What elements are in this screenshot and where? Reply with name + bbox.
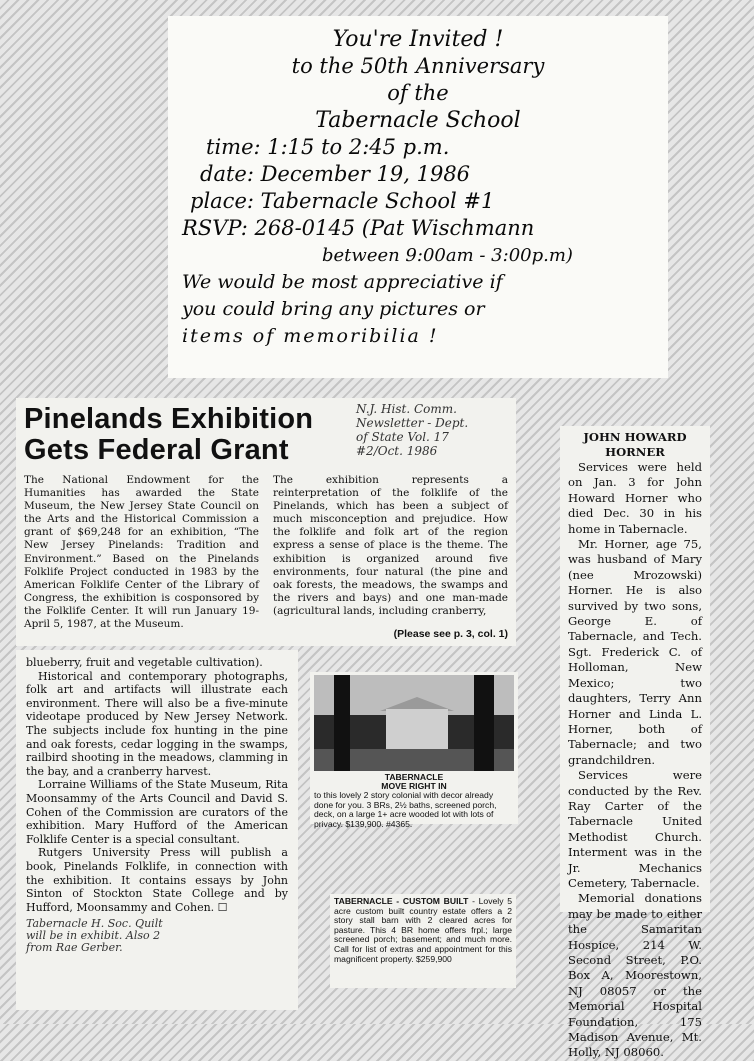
invite-place: place: Tabernacle School #1 (190, 189, 495, 213)
invite-school-name: Tabernacle School (315, 108, 521, 133)
obituary-clipping (560, 426, 710, 1060)
invite-request: you could bring any pictures or (182, 298, 485, 320)
article-columns (24, 474, 508, 631)
article-pinelands-grant (16, 398, 516, 646)
real-estate-ad-custom-built (330, 894, 516, 988)
article-paragraph: Lorraine Williams of the State Museum, Rita Moonsammy of the Arts Council and David S. Cohen of the Commission are curators of the exhibition. Mary Hufford of the American Folklife Center is a special consultant. (26, 778, 288, 846)
article-paragraph: blueberry, fruit and vegetable cultivation). (26, 656, 263, 669)
invite-request: items of memoribilia ! (182, 325, 439, 347)
continuation-note: (Please see p. 3, col. 1) (393, 628, 508, 640)
invite-rsvp: RSVP: 268-0145 (Pat Wischmann (182, 216, 535, 240)
invite-rsvp-hours: between 9:00am - 3:00p.m) (322, 245, 573, 266)
note-line: from Rae Gerber. (26, 941, 123, 955)
article-continuation (16, 650, 298, 1010)
tree-trunk (474, 675, 494, 771)
obituary-heading: JOHN HOWARD HORNER (583, 430, 687, 459)
ad-title (314, 773, 514, 791)
invite-line: of the (387, 81, 449, 105)
note-line: N.J. Hist. Comm. (356, 402, 457, 416)
house-photo (314, 675, 514, 771)
invite-line: to the 50th Anniversary (291, 54, 545, 78)
invitation-card (168, 16, 668, 378)
ad-body (334, 897, 512, 964)
ad-body: to this lovely 2 story colonial with decor already done for you. 3 BRs, 2½ baths, screened porch, deck, on a large 1+ acre wooded lot with lots of privacy. $139,900. #4365. (314, 790, 497, 829)
house-facade (386, 709, 448, 749)
article-paragraph: Rutgers University Press will publish a book, Pinelands Folklife, in connection with the exhibition. It contains essays by John Sinton of Stockton State College and by Hufford, Moonsammy and Cohen. ☐ (26, 846, 288, 914)
handwritten-quilt-note (26, 918, 288, 954)
article-headline: Pinelands Exhibition Gets Federal Grant (24, 403, 314, 466)
ad-text: - Lovely 5 acre custom built country estate offers a 2 story stall barn with 2 cleared acres for pasture. This 4 BR home offers frpl.; large screened porch; basement; and much more. Call for list of extras and appointment for this magnificent property. $259,900 (334, 896, 512, 964)
ad-title-line: MOVE RIGHT IN (381, 781, 447, 791)
handwritten-source-note (356, 402, 516, 458)
real-estate-ad-move-right-in (310, 672, 518, 829)
note-line: Tabernacle H. Soc. Quilt (26, 917, 163, 931)
invite-request: We would be most appreciative if (182, 271, 503, 293)
ad-title-line: TABERNACLE (384, 772, 444, 782)
note-line: #2/Oct. 1986 (356, 444, 438, 458)
invite-date: date: December 19, 1986 (200, 162, 471, 186)
obituary-paragraph: Mr. Horner, age 75, was husband of Mary (nee Mrozowski) Horner. He is also survived by two sons, George E. of Tabernacle, and Tech. Sgt. Frederick C. of Holloman, New Mexico; two daughters, Terry Ann Horner and Linda L. Horner, both of Tabernacle; and two grandchildren. (568, 537, 702, 767)
note-line: will be in exhibit. Also 2 (26, 929, 161, 943)
note-line: of State Vol. 17 (356, 430, 449, 444)
article-paragraph: Historical and contemporary photographs, folk art and artifacts will illustrate each environment. There will also be a five-minute videotape produced by New Jersey Network. The subjects include fox hunting in the pine and oak forests, cedar logging in the swamps, railbird shooting in the meadows, clamming in the bay, and a cranberry harvest. (26, 669, 288, 778)
obituary-paragraph: Services were held on Jan. 3 for John Howard Horner who died Dec. 30 in his home in Tabernacle. (568, 460, 702, 536)
tree-trunk (334, 675, 350, 771)
invite-time: time: 1:15 to 2:45 p.m. (206, 135, 450, 159)
obituary-paragraph: Memorial donations may be made to either the Samaritan Hospice, 214 W. Second Street, P.O. Box A, Moorestown, NJ 08057 or the Memorial Hospital Foundation, 175 Madison Avenue, Mt. Holly, NJ 08060. (568, 891, 702, 1060)
obituary-paragraph: Services were conducted by the Rev. Ray Carter of the Tabernacle United Methodist Church. Interment was in the Jr. Mechanics Cemetery, Tabernacle. (568, 768, 702, 890)
ad-lead: TABERNACLE - CUSTOM BUILT (334, 896, 469, 906)
invite-heading: You're Invited ! (332, 27, 504, 52)
article-column-2: The exhibition represents a reinterpretation of the folklife of the Pinelands, which has been a subject of much misconception and prejudice. How the folklife and folk art of the region express a sense of place is the theme. The exhibition is organized around five environments, four natural (the pine and oak forests, the meadows, the swamps and the rivers and bays) and one man-made (agricultural lands, including cranberry, (273, 474, 508, 617)
note-line: Newsletter - Dept. (356, 416, 469, 430)
article-column-1: The National Endowment for the Humanities has awarded the State Museum, the New Jersey State Council on the Arts and the Historical Commission a grant of $69,248 for an exhibition, “The New Jersey Pinelands: Tradition and Environment.” Based on the Pinelands Folklife Project conducted in 1983 by the American Folklife Center of the Library of Congress, the exhibition is cosponsored by the Folklife Center. It will run January 19-April 5, 1987, at the Museum. (24, 474, 259, 631)
